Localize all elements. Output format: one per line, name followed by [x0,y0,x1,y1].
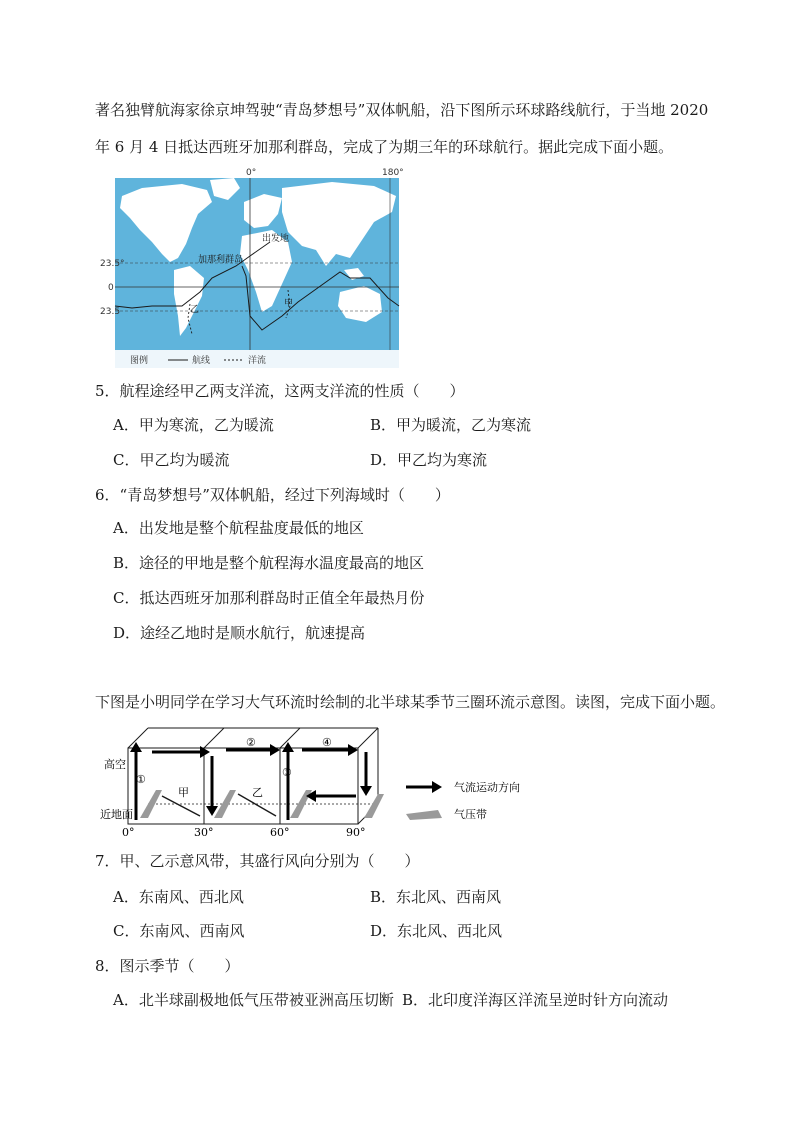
q8-option-b: B．北印度洋海区洋流呈逆时针方向流动 [402,991,669,1009]
legend-title: 图例 [130,356,149,366]
q5-option-c: C．甲乙均为暖流 [113,451,230,469]
intro-line-2: 年 6 月 4 日抵达西班牙加那利群岛，完成了为期三年的环球航行。据此完成下面小题。 [95,138,674,156]
lat-60-tick: 60° [270,826,290,839]
lat-0-tick: 0° [122,826,135,839]
q6-option-b: B．途径的甲地是整个航程海水温度最高的地区 [113,554,425,572]
circle-1-label: ① [136,773,146,786]
map-jia-label: 甲 [284,299,294,309]
belt-90 [364,794,384,818]
lat-235n-label: 23.5° [100,259,125,269]
legend-arrow-head [432,781,442,793]
box-edge-1 [128,728,148,748]
q6-option-c: C．抵达西班牙加那利群岛时正值全年最热月份 [113,589,425,607]
q6-option-d: D．途经乙地时是顺水航行，航速提高 [113,624,366,642]
circ-jia-label: 甲 [178,786,189,799]
lat-90-tick: 90° [346,826,366,839]
legend-route-label: 航线 [192,356,211,366]
divider-30-top [204,728,224,748]
q6-stem: 6．“青岛梦想号”双体帆船，经过下列海域时（ ） [95,486,450,504]
q5-option-d: D．甲乙均为寒流 [370,451,488,469]
lon-0-label: 0° [246,168,257,178]
circle-3-label: ③ [282,766,292,779]
near-ground-label: 近地面 [100,808,133,821]
q8-option-a: A．北半球副极地低气压带被亚洲高压切断 [113,991,394,1009]
upper-arrow-2-head [270,744,280,756]
lat-30-tick: 30° [194,826,214,839]
q7-option-b: B．东北风、西南风 [370,888,502,906]
lon-180-label: 180° [382,168,404,178]
world-map-figure [100,166,404,368]
q7-stem: 7．甲、乙示意风带，其盛行风向分别为（ ） [95,852,420,870]
high-altitude-label: 高空 [104,758,126,771]
map-yi-label: 乙 [190,305,200,315]
intro-2: 下图是小明同学在学习大气环流时绘制的北半球某季节三圈环流示意图。读图，完成下面小题。 [95,693,726,711]
divider-60-top [280,728,300,748]
circle-4-label: ④ [322,736,332,749]
circ-yi-label: 乙 [252,786,263,799]
circle-2-label: ② [246,736,256,749]
legend-current-label: 洋流 [248,356,267,366]
circulation-svg [100,724,540,840]
q7-option-a: A．东南风、西北风 [113,888,244,906]
lat-235s-label: 23.5 [100,307,121,317]
legend-belt-swatch [406,810,442,820]
q5-stem: 5．航程途经甲乙两支洋流，这两支洋流的性质（ ） [95,382,465,400]
q6-option-a: A．出发地是整个航程盐度最低的地区 [113,519,364,537]
box-front [128,748,358,824]
canary-islands-label: 加那利群岛 [198,255,244,265]
intro-line-1: 著名独臂航海家徐京坤驾驶“青岛梦想号”双体帆船，沿下图所示环球路线航行，于当地 2020 [95,101,709,119]
circulation-diagram [100,724,540,840]
vertical-arrow-90-head [360,786,372,796]
q7-option-c: C．东南风、西南风 [113,922,245,940]
q5-option-b: B．甲为暖流，乙为寒流 [370,416,532,434]
legend-belt-label: 气压带 [454,808,487,821]
q5-option-a: A．甲为寒流，乙为暖流 [113,416,274,434]
legend-arrow-label: 气流运动方向 [454,781,520,794]
box-edge-3 [358,728,378,748]
start-point-label: 出发地 [262,234,290,244]
surface-line-jia [162,796,200,816]
world-map-svg [100,166,404,368]
belt-0 [140,790,162,818]
q8-stem: 8．图示季节（ ） [95,957,240,975]
lat-0-label: 0 [108,283,114,293]
upper-arrow-4-head [348,744,358,756]
q7-option-d: D．东北风、西北风 [370,922,503,940]
